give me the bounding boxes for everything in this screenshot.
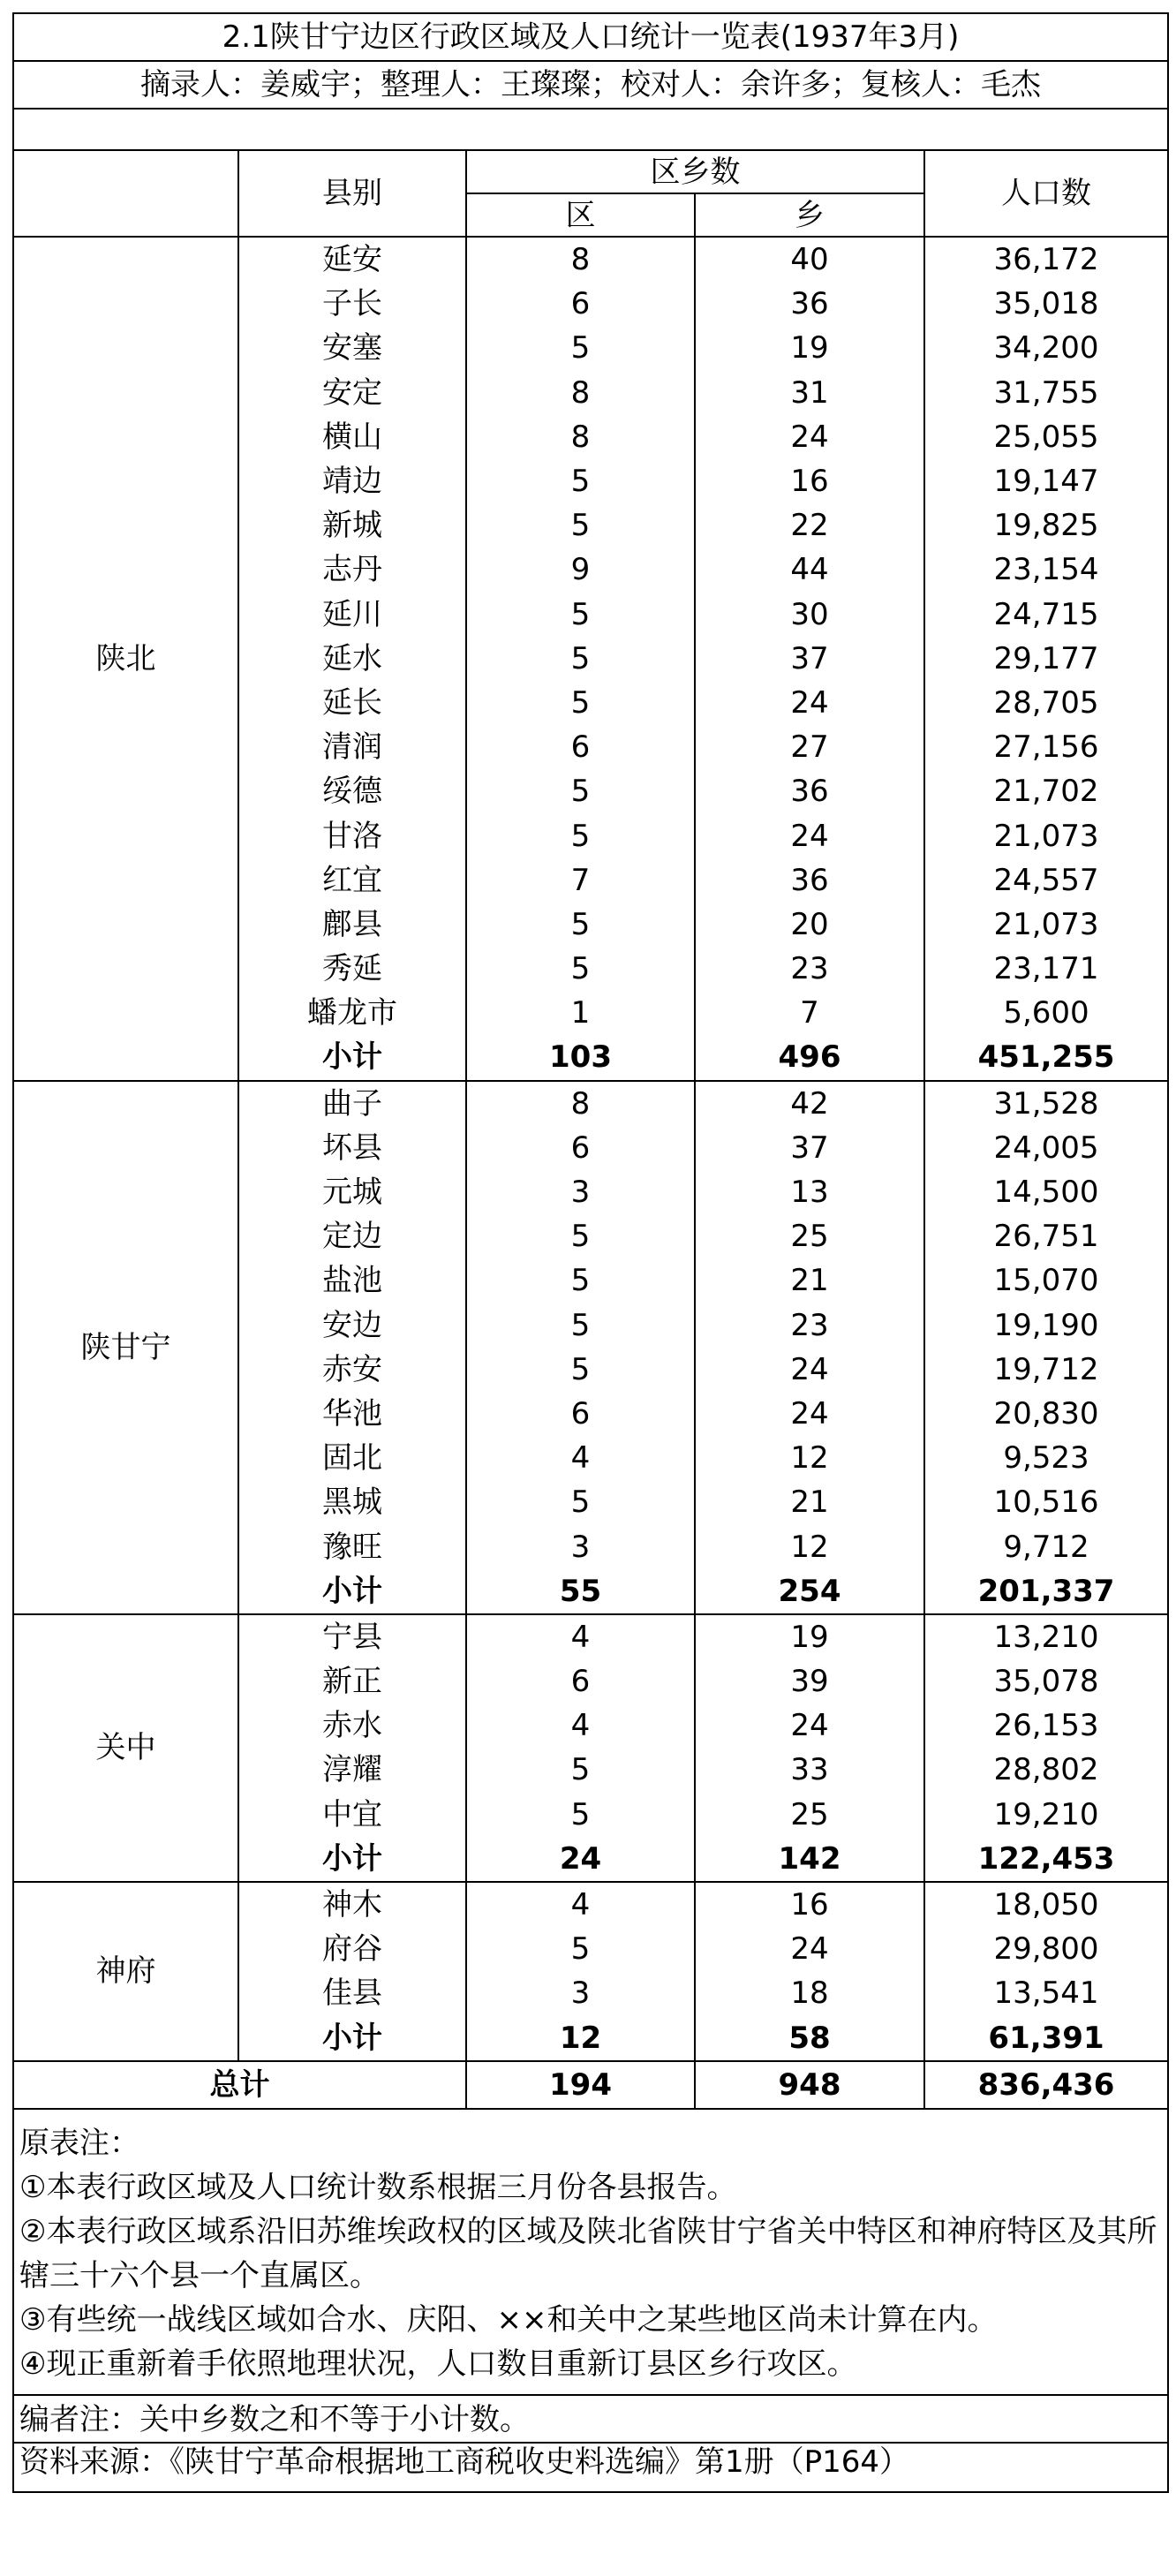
subtotal-label: 小计 (238, 1837, 466, 1882)
qu-cell: 5 (466, 593, 695, 637)
population-cell: 28,802 (924, 1748, 1168, 1792)
county-cell: 豫旺 (238, 1524, 466, 1568)
xiang-cell: 36 (695, 282, 924, 326)
population-cell: 18,050 (924, 1882, 1168, 1927)
population-cell: 31,755 (924, 371, 1168, 415)
county-cell: 安定 (238, 371, 466, 415)
county-cell: 盐池 (238, 1258, 466, 1303)
subtotal-xiang: 254 (695, 1569, 924, 1614)
population-cell: 15,070 (924, 1258, 1168, 1303)
qu-cell: 5 (466, 1348, 695, 1392)
header-region-blank (13, 150, 238, 237)
population-cell: 9,712 (924, 1524, 1168, 1568)
xiang-cell: 21 (695, 1258, 924, 1303)
population-cell: 21,702 (924, 769, 1168, 813)
county-cell: 黑城 (238, 1480, 466, 1524)
table-row (13, 237, 1168, 282)
population-cell: 27,156 (924, 725, 1168, 769)
xiang-cell: 16 (695, 459, 924, 503)
xiang-cell: 27 (695, 725, 924, 769)
qu-cell: 6 (466, 725, 695, 769)
county-cell: 华池 (238, 1392, 466, 1436)
subtotal-label: 小计 (238, 1569, 466, 1614)
population-cell: 5,600 (924, 991, 1168, 1035)
qu-cell: 5 (466, 326, 695, 370)
county-cell: 延水 (238, 637, 466, 681)
qu-cell: 5 (466, 681, 695, 725)
qu-cell: 5 (466, 1480, 695, 1524)
qu-cell: 6 (466, 1659, 695, 1703)
xiang-cell: 22 (695, 503, 924, 548)
xiang-cell: 23 (695, 1303, 924, 1348)
xiang-cell: 24 (695, 415, 924, 459)
county-cell: 秀延 (238, 947, 466, 991)
qu-cell: 6 (466, 1126, 695, 1170)
population-cell: 34,200 (924, 326, 1168, 370)
blank-row-cell (13, 109, 1168, 150)
qu-cell: 6 (466, 282, 695, 326)
population-cell: 10,516 (924, 1480, 1168, 1524)
header-county: 县别 (238, 150, 466, 237)
population-cell: 31,528 (924, 1081, 1168, 1126)
source-row (13, 2443, 1168, 2492)
subtotal-label: 小计 (238, 1035, 466, 1080)
header-xiang: 乡 (695, 193, 924, 237)
subtotal-population: 61,391 (924, 2016, 1168, 2061)
notes-cell (13, 2109, 1168, 2395)
county-cell: 佳县 (238, 1971, 466, 2015)
source-note: 资料来源：《陕甘宁革命根据地工商税收史料选编》第1册（P164） (13, 2443, 1168, 2492)
subtotal-qu: 24 (466, 1837, 695, 1882)
qu-cell: 8 (466, 371, 695, 415)
xiang-cell: 12 (695, 1436, 924, 1480)
county-cell: 定边 (238, 1214, 466, 1258)
note-line: ③有些统一战线区域如合水、庆阳、××和关中之某些地区尚未计算在内。 (19, 2301, 998, 2338)
region-cell: 陕北 (13, 237, 238, 1081)
county-cell: 宁县 (238, 1614, 466, 1659)
qu-cell: 8 (466, 237, 695, 282)
qu-cell: 5 (466, 903, 695, 947)
qu-cell: 3 (466, 1170, 695, 1214)
subtotal-xiang: 58 (695, 2016, 924, 2061)
subtotal-qu: 55 (466, 1569, 695, 1614)
qu-cell: 7 (466, 858, 695, 903)
notes-row (13, 2109, 1168, 2395)
header-district-count: 区乡数 (466, 150, 924, 193)
county-cell: 安边 (238, 1303, 466, 1348)
population-cell: 19,147 (924, 459, 1168, 503)
editor-note-row (13, 2395, 1168, 2443)
total-population: 836,436 (924, 2061, 1168, 2109)
xiang-cell: 36 (695, 769, 924, 813)
xiang-cell: 30 (695, 593, 924, 637)
qu-cell: 5 (466, 813, 695, 857)
xiang-cell: 39 (695, 1659, 924, 1703)
note-line: 原表注： (19, 2125, 139, 2161)
county-cell: 赤水 (238, 1703, 466, 1748)
table-row (13, 1614, 1168, 1659)
population-cell: 23,154 (924, 548, 1168, 592)
header-qu: 区 (466, 193, 695, 237)
population-cell: 19,825 (924, 503, 1168, 548)
qu-cell: 5 (466, 503, 695, 548)
qu-cell: 6 (466, 1392, 695, 1436)
population-cell: 14,500 (924, 1170, 1168, 1214)
county-cell: 坏县 (238, 1126, 466, 1170)
qu-cell: 3 (466, 1971, 695, 2015)
county-cell: 红宜 (238, 858, 466, 903)
qu-cell: 5 (466, 637, 695, 681)
xiang-cell: 44 (695, 548, 924, 592)
qu-cell: 4 (466, 1436, 695, 1480)
population-cell: 29,177 (924, 637, 1168, 681)
xiang-cell: 21 (695, 1480, 924, 1524)
population-cell: 23,171 (924, 947, 1168, 991)
population-cell: 36,172 (924, 237, 1168, 282)
table-row (13, 1081, 1168, 1126)
xiang-cell: 19 (695, 1614, 924, 1659)
population-cell: 24,715 (924, 593, 1168, 637)
table-title: 2.1陕甘宁边区行政区域及人口统计一览表(1937年3月) (13, 13, 1168, 61)
population-cell: 13,541 (924, 1971, 1168, 2015)
xiang-cell: 42 (695, 1081, 924, 1126)
county-cell: 神木 (238, 1882, 466, 1927)
county-cell: 横山 (238, 415, 466, 459)
statistics-table (12, 12, 1169, 2493)
county-cell: 甘洛 (238, 813, 466, 857)
population-cell: 26,751 (924, 1214, 1168, 1258)
county-cell: 鄜县 (238, 903, 466, 947)
xiang-cell: 7 (695, 991, 924, 1035)
header-population: 人口数 (924, 150, 1168, 237)
population-cell: 29,800 (924, 1927, 1168, 1971)
county-cell: 子长 (238, 282, 466, 326)
qu-cell: 9 (466, 548, 695, 592)
qu-cell: 5 (466, 459, 695, 503)
xiang-cell: 18 (695, 1971, 924, 2015)
county-cell: 曲子 (238, 1081, 466, 1126)
county-cell: 府谷 (238, 1927, 466, 1971)
county-cell: 安塞 (238, 326, 466, 370)
qu-cell: 4 (466, 1703, 695, 1748)
population-cell: 9,523 (924, 1436, 1168, 1480)
xiang-cell: 31 (695, 371, 924, 415)
population-cell: 25,055 (924, 415, 1168, 459)
xiang-cell: 40 (695, 237, 924, 282)
qu-cell: 3 (466, 1524, 695, 1568)
qu-cell: 4 (466, 1614, 695, 1659)
county-cell: 延长 (238, 681, 466, 725)
note-line: ②本表行政区域系沿旧苏维埃政权的区域及陕北省陕甘宁省关中特区和神府特区及其所辖三十六个县一个直属区。 (19, 2213, 1157, 2293)
county-cell: 清润 (238, 725, 466, 769)
xiang-cell: 19 (695, 326, 924, 370)
subtotal-population: 122,453 (924, 1837, 1168, 1882)
county-cell: 绥德 (238, 769, 466, 813)
credits-line: 摘录人：姜威宇；整理人：王璨璨；校对人：余许多；复核人：毛杰 (13, 61, 1168, 109)
qu-cell: 5 (466, 1793, 695, 1837)
qu-cell: 5 (466, 947, 695, 991)
county-cell: 延川 (238, 593, 466, 637)
xiang-cell: 37 (695, 1126, 924, 1170)
xiang-cell: 24 (695, 813, 924, 857)
qu-cell: 1 (466, 991, 695, 1035)
xiang-cell: 23 (695, 947, 924, 991)
qu-cell: 4 (466, 1882, 695, 1927)
subtotal-qu: 12 (466, 2016, 695, 2061)
note-line: ④现正重新着手依照地理状况，人口数目重新订县区乡行攻区。 (19, 2346, 857, 2382)
population-cell: 35,018 (924, 282, 1168, 326)
population-cell: 24,557 (924, 858, 1168, 903)
county-cell: 元城 (238, 1170, 466, 1214)
county-cell: 靖边 (238, 459, 466, 503)
population-cell: 13,210 (924, 1614, 1168, 1659)
xiang-cell: 20 (695, 903, 924, 947)
subtotal-population: 201,337 (924, 1569, 1168, 1614)
table-row (13, 1882, 1168, 1927)
qu-cell: 8 (466, 1081, 695, 1126)
population-cell: 20,830 (924, 1392, 1168, 1436)
subtotal-qu: 103 (466, 1035, 695, 1080)
qu-cell: 5 (466, 1214, 695, 1258)
xiang-cell: 37 (695, 637, 924, 681)
subtotal-label: 小计 (238, 2016, 466, 2061)
xiang-cell: 24 (695, 1927, 924, 1971)
total-qu: 194 (466, 2061, 695, 2109)
xiang-cell: 24 (695, 1348, 924, 1392)
xiang-cell: 16 (695, 1882, 924, 1927)
xiang-cell: 33 (695, 1748, 924, 1792)
population-cell: 35,078 (924, 1659, 1168, 1703)
total-row (13, 2061, 1168, 2109)
region-cell: 陕甘宁 (13, 1081, 238, 1614)
qu-cell: 5 (466, 1258, 695, 1303)
county-cell: 赤安 (238, 1348, 466, 1392)
xiang-cell: 24 (695, 681, 924, 725)
population-cell: 19,190 (924, 1303, 1168, 1348)
county-cell: 新城 (238, 503, 466, 548)
xiang-cell: 25 (695, 1793, 924, 1837)
population-cell: 26,153 (924, 1703, 1168, 1748)
xiang-cell: 12 (695, 1524, 924, 1568)
population-cell: 24,005 (924, 1126, 1168, 1170)
xiang-cell: 13 (695, 1170, 924, 1214)
population-cell: 21,073 (924, 813, 1168, 857)
population-cell: 28,705 (924, 681, 1168, 725)
qu-cell: 5 (466, 1303, 695, 1348)
xiang-cell: 24 (695, 1392, 924, 1436)
subtotal-population: 451,255 (924, 1035, 1168, 1080)
population-cell: 19,712 (924, 1348, 1168, 1392)
population-cell: 21,073 (924, 903, 1168, 947)
xiang-cell: 24 (695, 1703, 924, 1748)
county-cell: 新正 (238, 1659, 466, 1703)
xiang-cell: 25 (695, 1214, 924, 1258)
county-cell: 志丹 (238, 548, 466, 592)
qu-cell: 5 (466, 1927, 695, 1971)
qu-cell: 5 (466, 1748, 695, 1792)
county-cell: 固北 (238, 1436, 466, 1480)
note-line: ①本表行政区域及人口统计数系根据三月份各县报告。 (19, 2169, 737, 2205)
region-cell: 关中 (13, 1614, 238, 1882)
county-cell: 淳耀 (238, 1748, 466, 1792)
editor-note: 编者注：关中乡数之和不等于小计数。 (13, 2395, 1168, 2443)
qu-cell: 8 (466, 415, 695, 459)
total-label: 总计 (13, 2061, 466, 2109)
xiang-cell: 36 (695, 858, 924, 903)
total-xiang: 948 (695, 2061, 924, 2109)
county-cell: 延安 (238, 237, 466, 282)
qu-cell: 5 (466, 769, 695, 813)
subtotal-xiang: 142 (695, 1837, 924, 1882)
county-cell: 中宜 (238, 1793, 466, 1837)
subtotal-xiang: 496 (695, 1035, 924, 1080)
population-cell: 19,210 (924, 1793, 1168, 1837)
region-cell: 神府 (13, 1882, 238, 2061)
county-cell: 蟠龙市 (238, 991, 466, 1035)
